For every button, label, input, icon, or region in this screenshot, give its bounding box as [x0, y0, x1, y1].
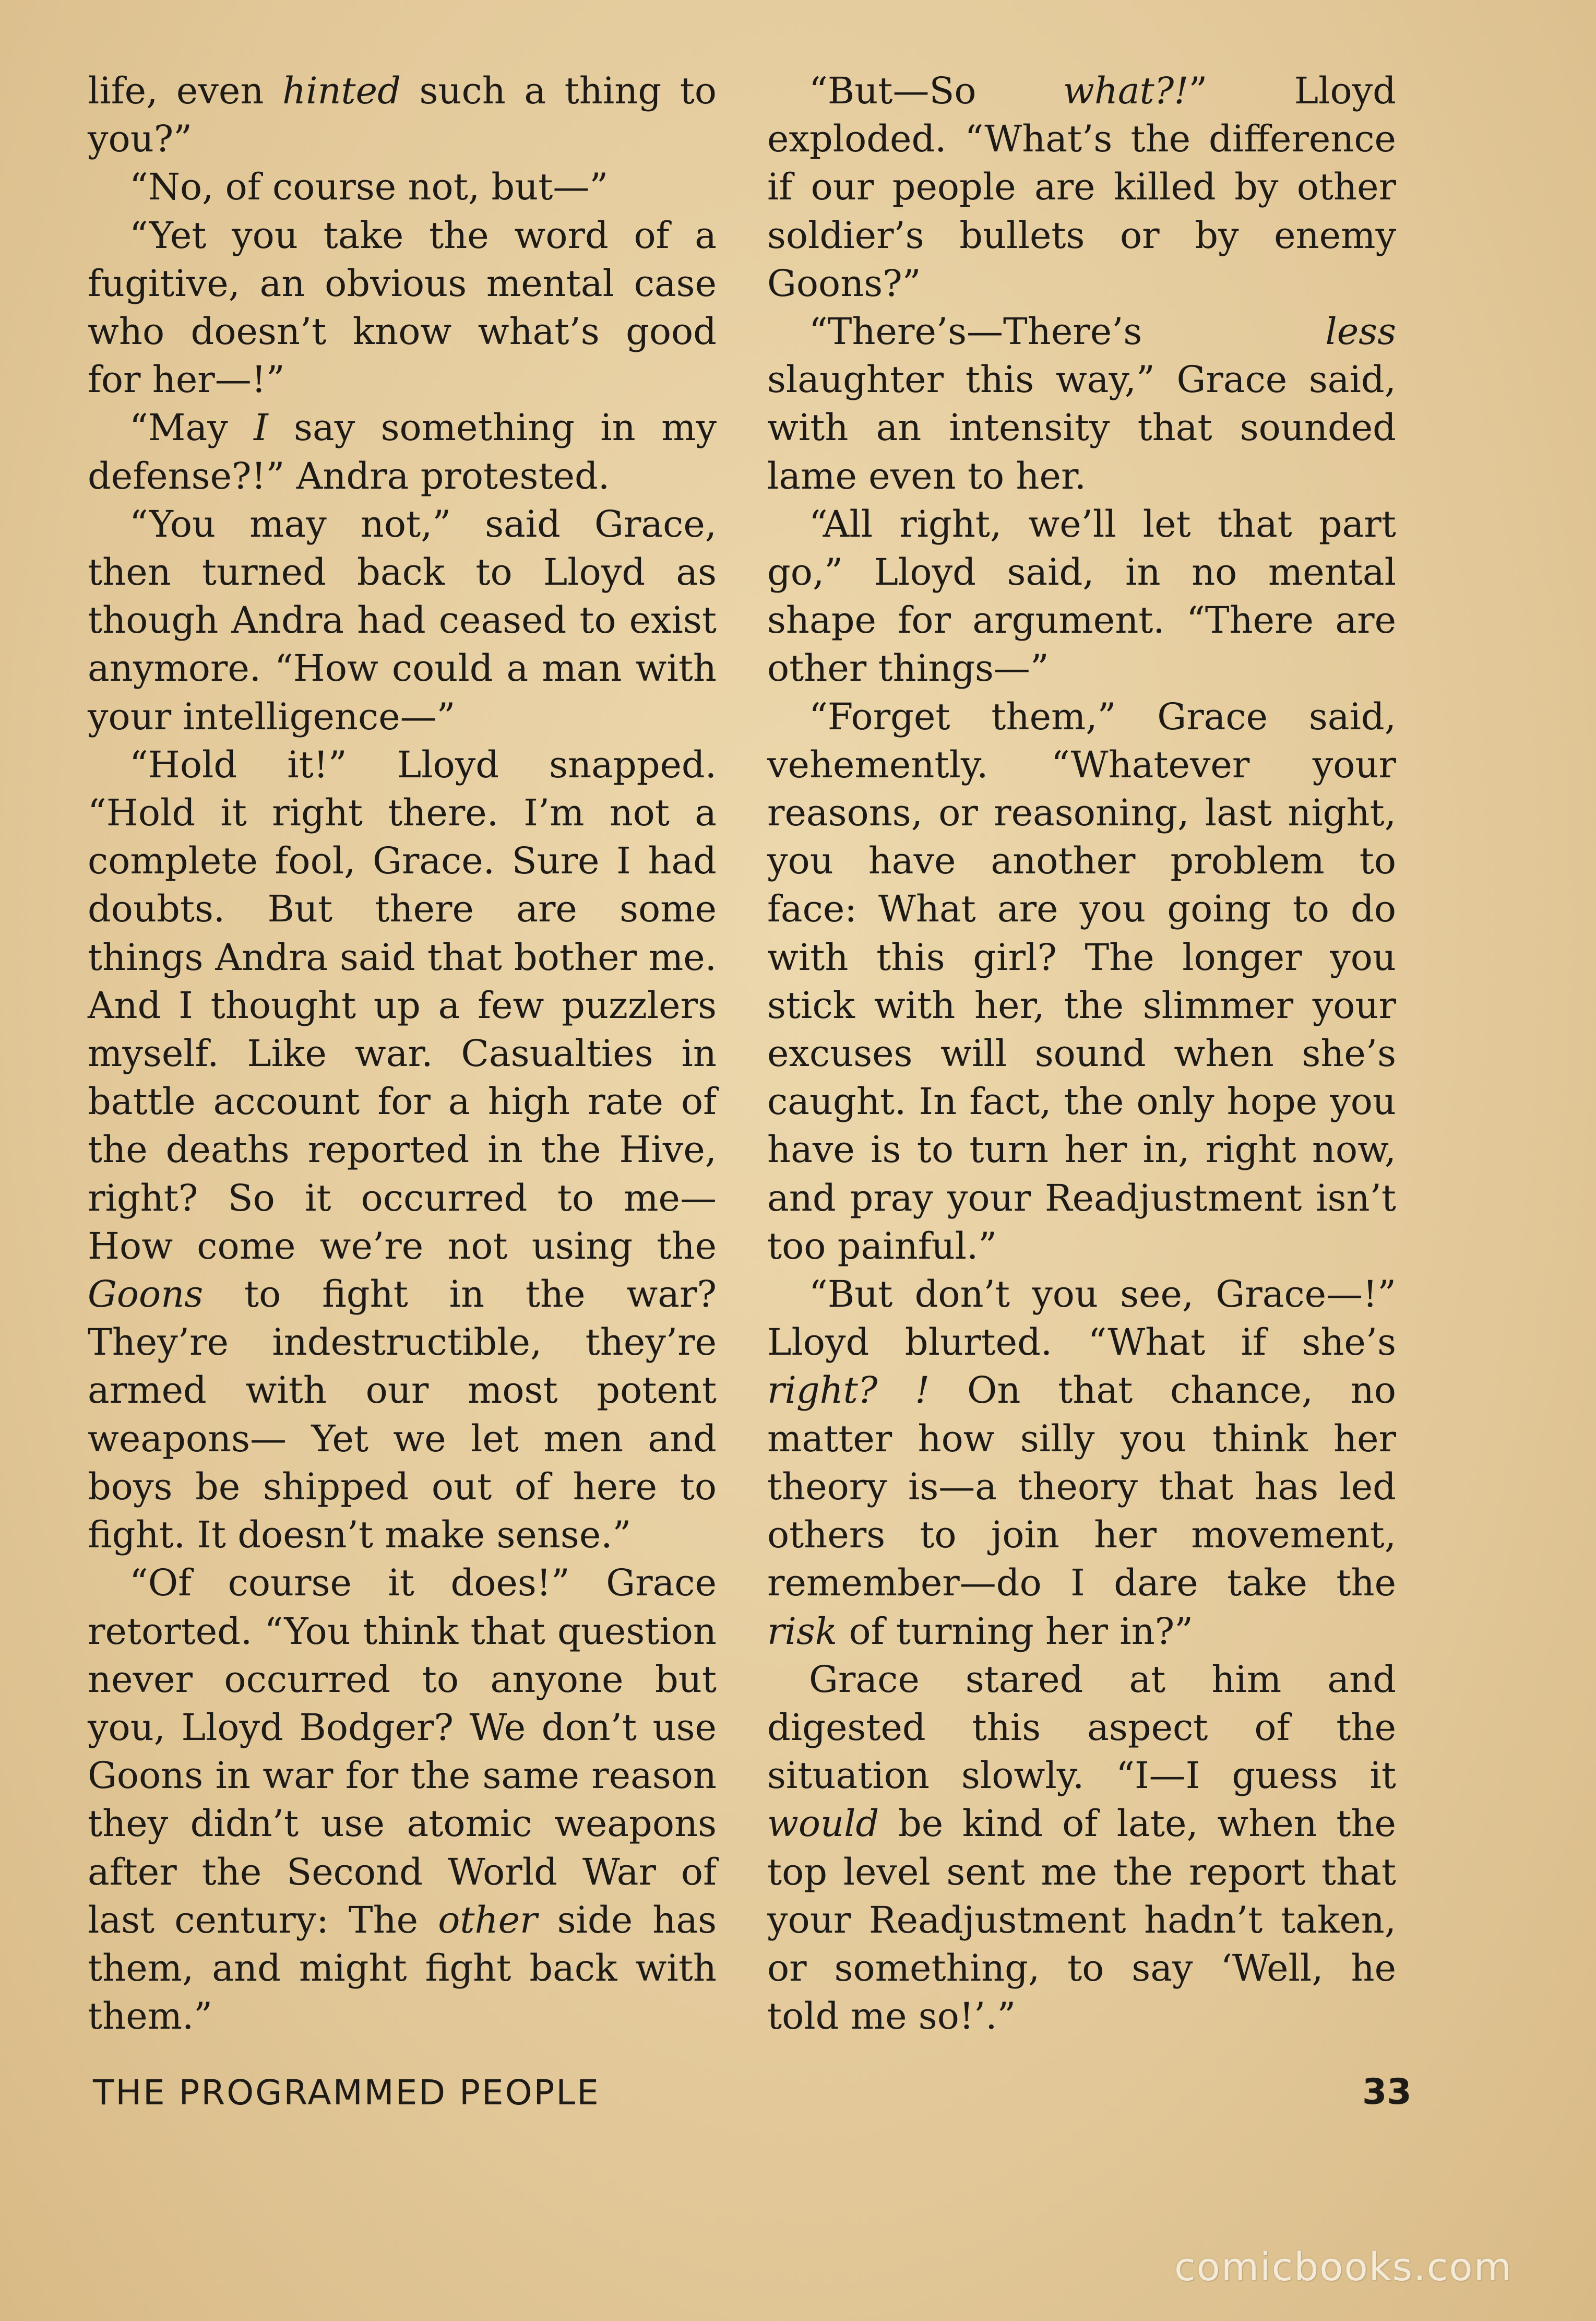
paragraph: life, even hinted such a thing to you?”: [88, 69, 717, 161]
left-text-column: [88, 67, 717, 2040]
paragraph: “Forget them,” Grace said, vehemently. “Whatever your reasons, or reasoning, last night, you have another problem to face: What are you going to do with this girl? The longer you stick with her, the slimmer your excuses will sound when she’s caught. In fact, the only hope you have is to turn her in, right now, and pray your Readjustment isn’t too painful.”: [767, 695, 1396, 1268]
page-number: 33: [1362, 2071, 1412, 2113]
paragraph: “Yet you take the word of a fugitive, an obvious mental case who doesn’t know what’s good for her—!”: [88, 214, 717, 401]
paragraph: “May I say something in my defense?!” Andra protested.: [88, 406, 717, 498]
paragraph: “You may not,” said Grace, then turned back to Lloyd as though Andra had ceased to exist anymore. “How could a man with your intelligence—”: [88, 502, 717, 738]
paragraph: “Of course it does!” Grace retorted. “You think that question never occurred to anyone but you, Lloyd Bodger? We don’t use Goons in war for the same reason they didn’t use atomic weapons after the Second World War of last century: The other side has them, and might fight back with them.”: [88, 1561, 717, 2038]
paragraph: “All right, we’ll let that part go,” Lloyd said, in no mental shape for argument. “There are other things—”: [767, 502, 1396, 690]
paragraph: “Hold it!” Lloyd snapped. “Hold it right there. I’m not a complete fool, Grace. Sure I had doubts. But there are some things Andra said that bother me. And I thought up a few puzzlers myself. Like war. Casualties in battle account for a high rate of the deaths reported in the Hive, right? So it occurred to me— How come we’re not using the Goons to fight in the war? They’re indestructible, they’re armed with our most potent weapons— Yet we let men and boys be shipped out of here to fight. It doesn’t make sense.”: [88, 743, 717, 1557]
paragraph: “There’s—There’s less slaughter this way,” Grace said, with an intensity that sounded lame even to her.: [767, 310, 1396, 498]
site-watermark: comicbooks.com: [1174, 2245, 1512, 2290]
paragraph: Grace stared at him and digested this aspect of the situation slowly. “I—I guess it would be kind of late, when the top level sent me the report that your Readjustment hadn’t taken, or something, to say ‘Well, he told me so!’.”: [767, 1657, 1396, 2038]
paragraph: “No, of course not, but—”: [129, 165, 609, 209]
right-text-column: [767, 67, 1396, 2040]
paragraph: “But—So what?!” Lloyd exploded. “What’s the difference if our people are killed by other soldier’s bullets or by enemy Goons?”: [767, 69, 1396, 305]
paragraph: “But don’t you see, Grace—!” Lloyd blurted. “What if she’s right? ! On that chance, no matter how silly you think her theory is—a theory that has led others to join her movement, remember—do I dare take the risk of turning her in?”: [767, 1273, 1396, 1653]
running-title: THE PROGRAMMED PEOPLE: [93, 2073, 600, 2113]
